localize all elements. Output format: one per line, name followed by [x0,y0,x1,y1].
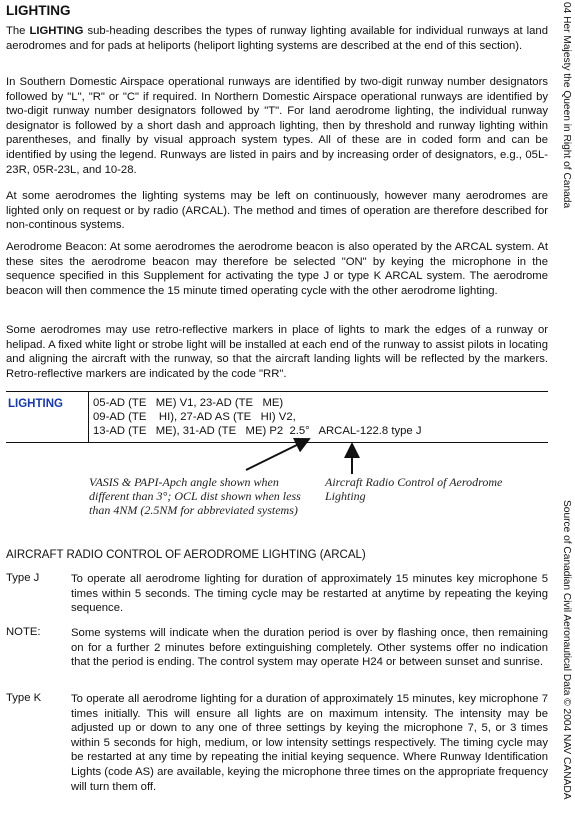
paragraph-continuous-lighting: At some aerodromes the lighting systems may be left on continuously, however many aerodromes are lighted only on request or by radio (ARCAL). The method and times of operation are therefore described for non-continous systems. [6,190,548,232]
annotation-arcal: Aircraft Radio Control of Aerodrome Lighting [325,475,503,503]
intro-rest: sub-heading describes the types of runway lighting available for individual runways at land aerodromes and for pads at heliports (heliport lighting systems are described at the end of this section). [6,25,548,52]
sample-entry-line-1: 05-AD (TE ME) V1, 23-AD (TE ME) [93,397,284,409]
sample-entry-label: LIGHTING [8,398,63,410]
sample-entry-line-2: 09-AD (TE HI), 27-AD AS (TE HI) V2, [93,411,296,423]
copyright-side-text: 04 Her Majesty the Queen in Right of Canada [561,2,572,209]
definition-term-type-k: Type K [6,692,42,704]
sample-entry-line-3: 13-AD (TE ME), 31-AD (TE ME) P2 2.5° ARCAL-122.8 type J [93,425,422,437]
paragraph-runway-designators: In Southern Domestic Airspace operational runways are identified by two-digit runway number designators followed by "L", "R" or "C" if required. In Northern Domestic Airspace operational runways are identified by two-digit runway number designators followed by "T". For land aerodrome lighting, the individual runway designator is followed by a short dash and approach lighting, then by threshold and runway lighting within parentheses, and finally by visual approach system types. All of these are in coded form and can be identified by using the legend. Runways are listed in pairs and by increasing order of designators, e.g., 05L-23R, 05R-23L, and 10-28. [6,76,548,176]
source-side-text: Source of Canadian Civil Aeronautical Data © 2004 NAV CANADA [561,500,572,800]
definition-term-note: NOTE: [6,626,41,638]
arcal-section-title: AIRCRAFT RADIO CONTROL OF AERODROME LIGHTING (ARCAL) [6,549,366,561]
arrow-to-vasis [246,439,309,470]
paragraph-retro-reflective: Some aerodromes may use retro-reflective markers in place of lights to mark the edges of a runway or helipad. A fixed white light or strobe light will be installed at each end of the runway to assist pilots in locating and aligning the aircraft with the runway, so that the aircraft landing lights will be reflected by the markers. Retro-reflective markers are indicated by the code "RR". [6,324,548,380]
definition-text-type-j: To operate all aerodrome lighting for duration of approximately 15 minutes key microphone 5 times within 5 seconds. The timing cycle may be restarted at anytime by repeating the keying sequence. [71,573,548,615]
intro-prefix: The [6,25,30,37]
section-heading: LIGHTING [6,3,71,18]
definition-term-type-j: Type J [6,572,40,584]
paragraph-aerodrome-beacon: Aerodrome Beacon: At some aerodromes the aerodrome beacon is also operated by the ARCAL system. At these sites the aerodrome beacon may therefore be selected "ON" by keying the microphone in the sequence specified in this Supplement for activating the type J or type K ARCAL system. The aerodrome beacon will then commence the 15 minute timed operating cycle with the other aerodrome lighting. [6,241,548,297]
definition-text-note: Some systems will indicate when the duration period is over by flashing once, then remaining on for a further 2 minutes before extinguishing completely. Other systems offer no indication that the period is ending. The control system may operate H24 or between sunset and sunrise. [71,627,548,669]
annotation-vasis-papi: VASIS & PAPI-Apch angle shown when different than 3°; OCL dist shown when less than 4NM (2.5NM for abbreviated systems) [89,475,301,517]
intro-bold-term: LIGHTING [29,25,84,37]
definition-text-type-k: To operate all aerodrome lighting for a duration of approximately 15 minutes, key microphone 7 times initially. This will ensure all lights are on maximum intensity. The intensity may be adjusted up or down to any one of three settings by keying the microphone 7, 5, or 3 times within 5 seconds for high, medium, or low intensity settings respectively. The timing cycle may be restarted at any time by repeating the initial keying sequence. Where Runway Identification Lights (code AS) are available, keying the microphone three times on the appropriate frequency will turn them off. [71,693,548,793]
